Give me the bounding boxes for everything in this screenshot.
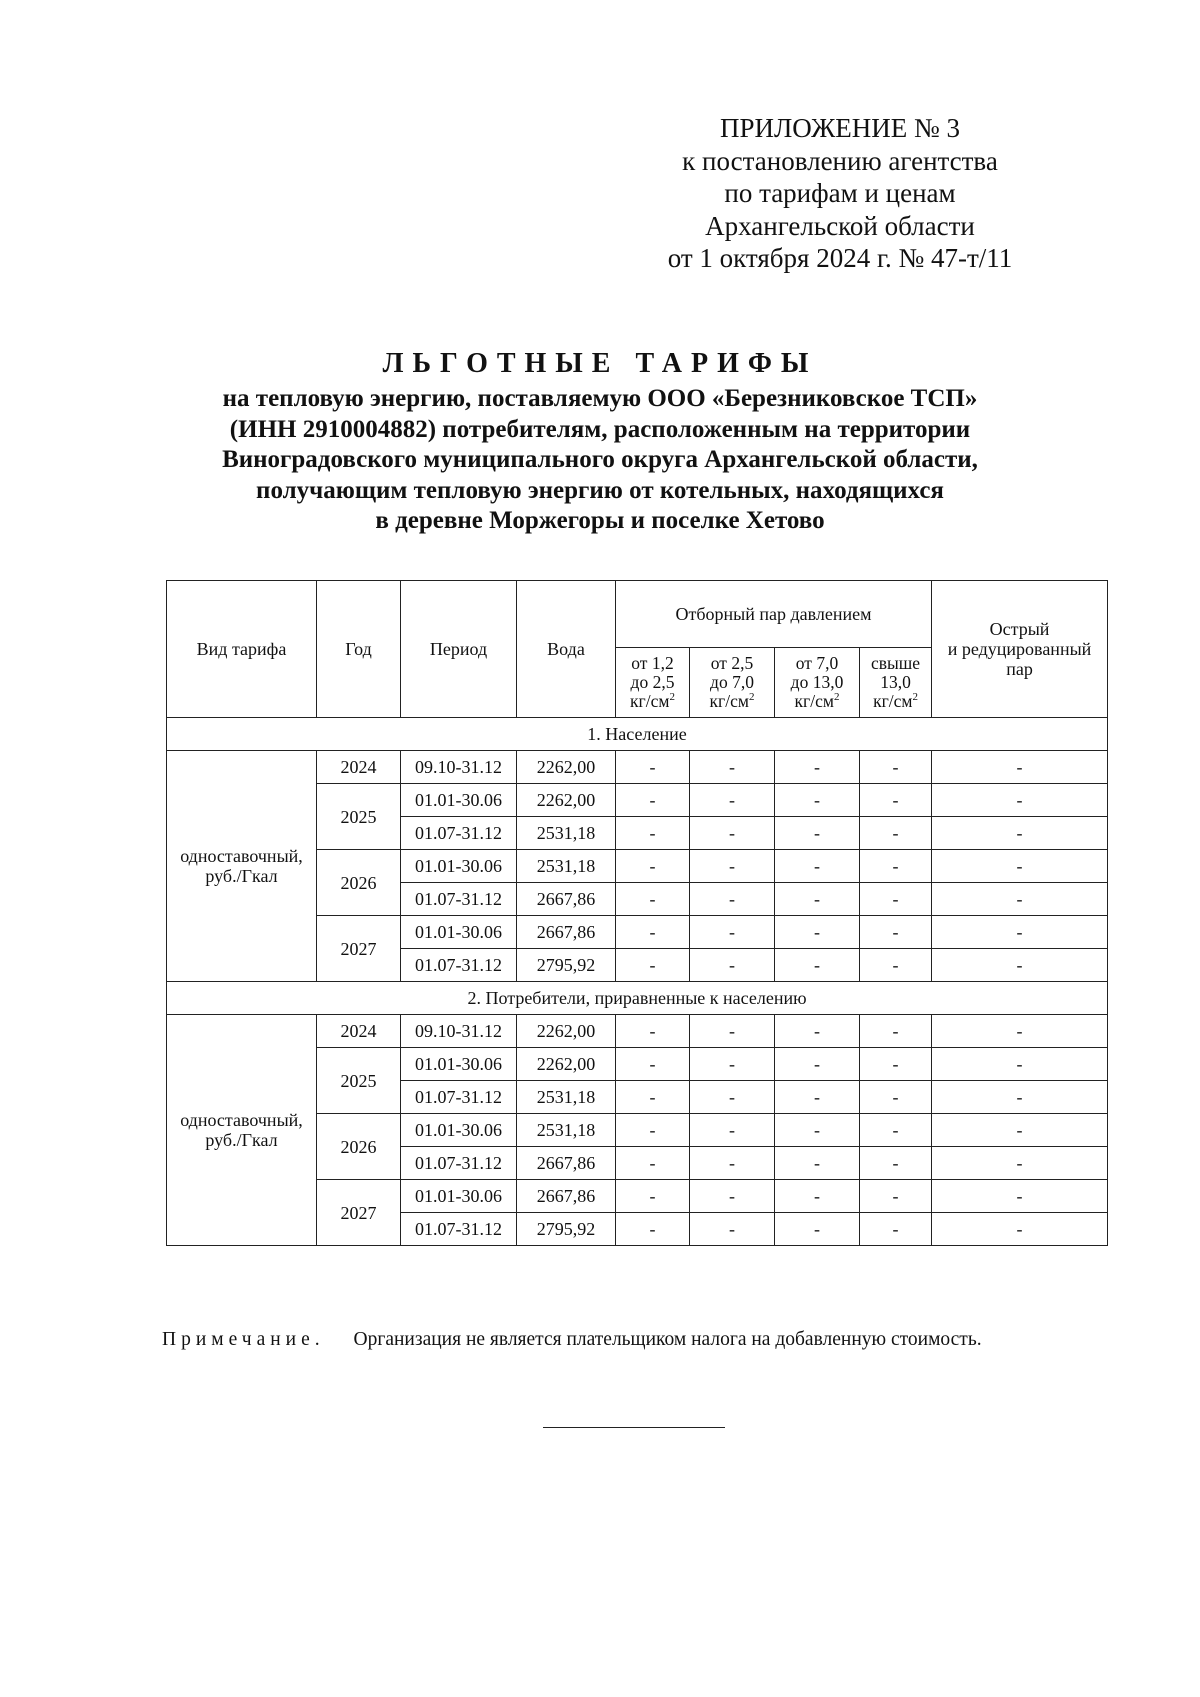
footnote-label: Примечание.	[162, 1329, 325, 1350]
header-steam-group: Отборный пар давлением	[616, 581, 932, 648]
steam3-cell: -	[775, 1048, 860, 1081]
steam3-cell: -	[775, 850, 860, 883]
steam3-cell: -	[775, 1114, 860, 1147]
steam2-cell: -	[690, 784, 775, 817]
tariff-kind-cell: одноставочный, руб./Гкал	[167, 751, 317, 982]
steam3-cell: -	[775, 1180, 860, 1213]
title-line: получающим тепловую энергию от котельных, находящихся	[256, 476, 944, 504]
water-cell: 2262,00	[517, 784, 616, 817]
footnote	[162, 1329, 1122, 1351]
tariff-kind-cell: одноставочный, руб./Гкал	[167, 1015, 317, 1246]
sharp-cell: -	[932, 850, 1108, 883]
year-cell: 2024	[317, 751, 401, 784]
sharp-cell: -	[932, 817, 1108, 850]
year-cell: 2025	[317, 784, 401, 850]
sharp-cell: -	[932, 883, 1108, 916]
period-cell: 01.07-31.12	[401, 949, 517, 982]
year-cell: 2026	[317, 1114, 401, 1180]
sharp-cell: -	[932, 784, 1108, 817]
steam4-cell: -	[860, 1180, 932, 1213]
header-sharp-steam: Острый и редуцированный пар	[932, 581, 1108, 718]
steam2-cell: -	[690, 1213, 775, 1246]
period-cell: 01.01-30.06	[401, 1048, 517, 1081]
steam3-cell: -	[775, 1015, 860, 1048]
steam2-cell: -	[690, 1048, 775, 1081]
section-title: 1. Население	[167, 718, 1108, 751]
water-cell: 2531,18	[517, 1081, 616, 1114]
sharp-cell: -	[932, 751, 1108, 784]
water-cell: 2667,86	[517, 1180, 616, 1213]
steam4-cell: -	[860, 1081, 932, 1114]
period-cell: 01.01-30.06	[401, 916, 517, 949]
title-line: в деревне Моржегоры и поселке Хетово	[375, 507, 825, 534]
sharp-cell: -	[932, 949, 1108, 982]
year-cell: 2025	[317, 1048, 401, 1114]
period-cell: 09.10-31.12	[401, 1015, 517, 1048]
steam4-cell: -	[860, 817, 932, 850]
water-cell: 2667,86	[517, 1147, 616, 1180]
steam1-cell: -	[616, 916, 690, 949]
header-steam-1: от 1,2 до 2,5 $кг/см^2$	[616, 648, 690, 718]
sharp-cell: -	[932, 1114, 1108, 1147]
appendix-line: к постановлению агентства	[682, 145, 998, 176]
sharp-cell: -	[932, 1081, 1108, 1114]
water-cell: 2667,86	[517, 883, 616, 916]
water-cell: 2262,00	[517, 1048, 616, 1081]
steam3-cell: -	[775, 751, 860, 784]
steam3-cell: -	[775, 817, 860, 850]
steam1-cell: -	[616, 1048, 690, 1081]
period-cell: 01.07-31.12	[401, 1213, 517, 1246]
steam1-cell: -	[616, 1015, 690, 1048]
steam4-cell: -	[860, 916, 932, 949]
water-cell: 2667,86	[517, 916, 616, 949]
sharp-cell: -	[932, 916, 1108, 949]
appendix-date: от 1 октября 2024 г. № 47-т/11	[667, 243, 1013, 273]
period-cell: 01.01-30.06	[401, 1180, 517, 1213]
header-year: Год	[317, 581, 401, 718]
sharp-cell: -	[932, 1213, 1108, 1246]
steam1-cell: -	[616, 1114, 690, 1147]
steam2-cell: -	[690, 1015, 775, 1048]
appendix-header	[620, 112, 1060, 275]
table-row	[167, 751, 1108, 784]
period-cell: 01.01-30.06	[401, 850, 517, 883]
steam2-cell: -	[690, 916, 775, 949]
closing-divider	[543, 1427, 725, 1428]
steam3-cell: -	[775, 916, 860, 949]
year-cell: 2026	[317, 850, 401, 916]
steam4-cell: -	[860, 1213, 932, 1246]
steam1-cell: -	[616, 1180, 690, 1213]
tariff-table	[166, 580, 1108, 1246]
steam2-cell: -	[690, 1147, 775, 1180]
period-cell: 09.10-31.12	[401, 751, 517, 784]
appendix-number: ПРИЛОЖЕНИЕ № 3	[719, 113, 961, 143]
steam2-cell: -	[690, 817, 775, 850]
water-cell: 2262,00	[517, 751, 616, 784]
steam2-cell: -	[690, 1081, 775, 1114]
appendix-line: по тарифам и ценам	[724, 178, 956, 208]
steam3-cell: -	[775, 1147, 860, 1180]
steam2-cell: -	[690, 1114, 775, 1147]
steam1-cell: -	[616, 850, 690, 883]
steam1-cell: -	[616, 1147, 690, 1180]
steam4-cell: -	[860, 751, 932, 784]
period-cell: 01.07-31.12	[401, 1081, 517, 1114]
footnote-text: Организация не является плательщиком налога на добавленную стоимость.	[353, 1329, 982, 1350]
sharp-cell: -	[932, 1180, 1108, 1213]
header-kind: Вид тарифа	[167, 581, 317, 718]
steam2-cell: -	[690, 1180, 775, 1213]
water-cell: 2795,92	[517, 949, 616, 982]
steam3-cell: -	[775, 784, 860, 817]
steam1-cell: -	[616, 1081, 690, 1114]
steam4-cell: -	[860, 1015, 932, 1048]
steam2-cell: -	[690, 751, 775, 784]
steam2-cell: -	[690, 883, 775, 916]
steam4-cell: -	[860, 850, 932, 883]
header-steam-4: свыше 13,0 $кг/см^2$	[860, 648, 932, 718]
table-row	[167, 1015, 1108, 1048]
steam4-cell: -	[860, 1147, 932, 1180]
sharp-cell: -	[932, 1015, 1108, 1048]
period-cell: 01.07-31.12	[401, 883, 517, 916]
steam1-cell: -	[616, 751, 690, 784]
steam3-cell: -	[775, 1081, 860, 1114]
steam4-cell: -	[860, 1048, 932, 1081]
steam1-cell: -	[616, 1213, 690, 1246]
steam1-cell: -	[616, 817, 690, 850]
section-title: 2. Потребители, приравненные к населению	[167, 982, 1108, 1015]
steam3-cell: -	[775, 949, 860, 982]
title-line: на тепловую энергию, поставляемую ООО «Березниковское ТСП»	[222, 385, 978, 412]
year-cell: 2024	[317, 1015, 401, 1048]
title-main: ЛЬГОТНЫЕ ТАРИФЫ	[382, 348, 818, 379]
period-cell: 01.01-30.06	[401, 1114, 517, 1147]
period-cell: 01.07-31.12	[401, 817, 517, 850]
steam1-cell: -	[616, 949, 690, 982]
steam1-cell: -	[616, 883, 690, 916]
sharp-cell: -	[932, 1048, 1108, 1081]
steam3-cell: -	[775, 883, 860, 916]
water-cell: 2531,18	[517, 850, 616, 883]
document-title	[140, 346, 1060, 537]
period-cell: 01.07-31.12	[401, 1147, 517, 1180]
steam3-cell: -	[775, 1213, 860, 1246]
steam4-cell: -	[860, 883, 932, 916]
year-cell: 2027	[317, 916, 401, 982]
header-water: Вода	[517, 581, 616, 718]
appendix-line: Архангельской области	[705, 210, 975, 241]
water-cell: 2531,18	[517, 817, 616, 850]
header-period: Период	[401, 581, 517, 718]
header-steam-3: от 7,0 до 13,0 $кг/см^2$	[775, 648, 860, 718]
year-cell: 2027	[317, 1180, 401, 1246]
steam1-cell: -	[616, 784, 690, 817]
steam4-cell: -	[860, 949, 932, 982]
steam4-cell: -	[860, 1114, 932, 1147]
sharp-cell: -	[932, 1147, 1108, 1180]
water-cell: 2795,92	[517, 1213, 616, 1246]
steam4-cell: -	[860, 784, 932, 817]
water-cell: 2531,18	[517, 1114, 616, 1147]
steam2-cell: -	[690, 949, 775, 982]
header-steam-2: от 2,5 до 7,0 $кг/см^2$	[690, 648, 775, 718]
water-cell: 2262,00	[517, 1015, 616, 1048]
period-cell: 01.01-30.06	[401, 784, 517, 817]
steam2-cell: -	[690, 850, 775, 883]
title-line: Виноградовского муниципального округа Архангельской области,	[222, 446, 978, 473]
title-line: (ИНН 2910004882) потребителям, расположенным на территории	[229, 415, 971, 443]
